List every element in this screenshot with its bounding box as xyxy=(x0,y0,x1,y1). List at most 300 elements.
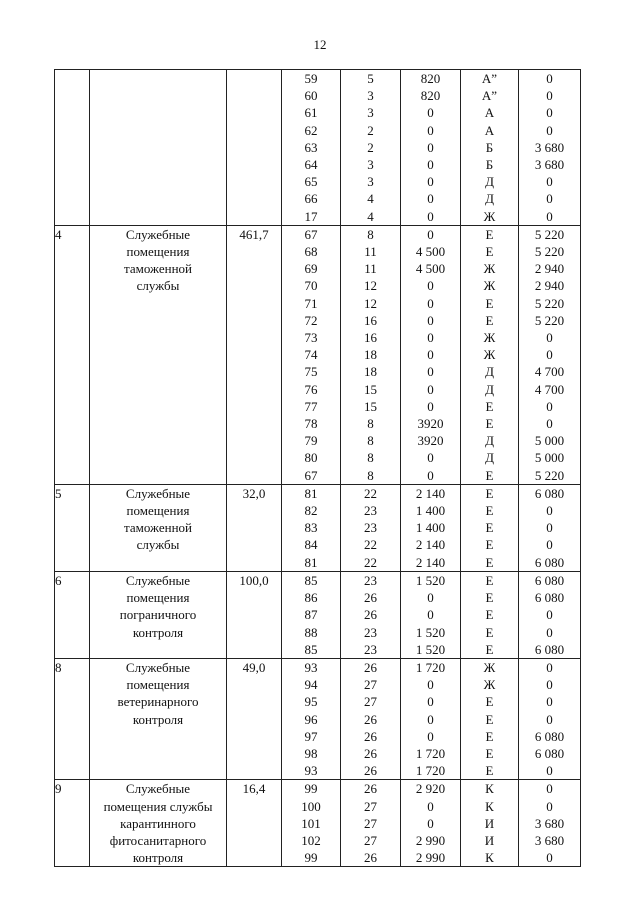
table-cell-value: 0 xyxy=(546,520,553,536)
table-cell-value: 26 xyxy=(364,590,377,606)
room-name-cell xyxy=(90,70,227,226)
table-cell-value: Е xyxy=(485,763,494,779)
room-name-line: контроля xyxy=(132,711,184,727)
table-cell-value: 4 500 xyxy=(415,244,446,260)
table-cell-value: 6 080 xyxy=(534,485,565,501)
room-name-line: Служебные xyxy=(125,781,191,797)
room-area-cell: 100,0 xyxy=(227,571,282,658)
table-cell-value: 84 xyxy=(304,537,318,553)
table-cell-value: 23 xyxy=(364,520,377,536)
table-cell-value: 0 xyxy=(546,781,553,797)
table-cell-value: 23 xyxy=(364,503,377,519)
table-cell-value: 71 xyxy=(304,295,318,311)
table-cell-value: 99 xyxy=(304,850,318,866)
table-cell-value: 18 xyxy=(364,347,377,363)
table-cell-value: 2 990 xyxy=(415,850,446,866)
table-cell-value: А” xyxy=(481,88,498,104)
room-number-cell: 9 xyxy=(55,780,90,867)
table-cell-value: 6 080 xyxy=(534,641,565,657)
table-cell-value: 0 xyxy=(427,677,434,693)
table-cell-value: 0 xyxy=(546,850,553,866)
table-cell-value: Ж xyxy=(483,278,496,294)
table-cell-value: Е xyxy=(485,745,494,761)
table-cell-value: 26 xyxy=(364,763,377,779)
table-cell-value: 99 xyxy=(304,781,318,797)
table-cell-value: 0 xyxy=(546,88,553,104)
table-cell-value: 85 xyxy=(304,572,318,588)
table-cell-value: 820 xyxy=(420,71,441,86)
table-cell-value: 5 220 xyxy=(534,312,565,328)
table-cell-value: Е xyxy=(485,641,494,657)
room-name-line: Служебные xyxy=(125,485,191,501)
letter-cell xyxy=(461,780,519,867)
table-cell-value: 1 520 xyxy=(415,624,446,640)
table-cell-value: 61 xyxy=(304,105,318,121)
table-cell-value: 100 xyxy=(301,798,321,814)
room-number-cell: 8 xyxy=(55,658,90,779)
table-cell-value: 11 xyxy=(364,261,377,277)
table-cell-value: 0 xyxy=(546,607,553,623)
table-cell-value: 0 xyxy=(427,105,434,121)
table-cell-value: Е xyxy=(485,398,494,414)
room-number-cell: 6 xyxy=(55,571,90,658)
table-cell-value: 94 xyxy=(304,677,318,693)
table-cell-value: К xyxy=(485,798,494,814)
room-name-line: контроля xyxy=(132,624,184,640)
table-cell-value: 60 xyxy=(304,88,318,104)
letter-cell xyxy=(461,658,519,779)
table-cell-value: 8 xyxy=(367,416,374,432)
table-cell-value: 0 xyxy=(427,191,434,207)
table-cell-value: 0 xyxy=(427,174,434,190)
table-cell-value: 0 xyxy=(546,330,553,346)
table-cell-value: Е xyxy=(485,226,494,242)
table-cell-value: 0 xyxy=(427,590,434,606)
table-cell-value: 79 xyxy=(304,433,318,449)
table-cell-value: И xyxy=(484,815,495,831)
letter-cell xyxy=(461,225,519,484)
table-cell-value: 0 xyxy=(546,503,553,519)
table-cell-value: 6 080 xyxy=(534,572,565,588)
table-cell-value: 3 680 xyxy=(534,157,565,173)
table-cell-value: 0 xyxy=(427,312,434,328)
table-cell-value: Е xyxy=(485,467,494,483)
point-number-cell xyxy=(282,780,341,867)
table-cell-value: 26 xyxy=(364,711,377,727)
table-cell-value: 27 xyxy=(364,832,377,848)
value-cell xyxy=(341,225,401,484)
table-cell-value: 4 xyxy=(367,208,374,224)
table-cell-value: Д xyxy=(485,364,494,380)
room-number-cell xyxy=(55,70,90,226)
table-cell-value: 75 xyxy=(304,364,318,380)
table-cell-value: 102 xyxy=(301,832,321,848)
table-cell-value: 0 xyxy=(427,157,434,173)
table-cell-value: 0 xyxy=(427,122,434,138)
table-cell-value: 6 080 xyxy=(534,590,565,606)
value-cell xyxy=(519,658,581,779)
table-cell-value: 0 xyxy=(546,711,553,727)
table-cell-value: 0 xyxy=(546,624,553,640)
table-cell-value: 6 080 xyxy=(534,745,565,761)
table-cell-value: 1 720 xyxy=(415,745,446,761)
table-cell-value: 68 xyxy=(304,244,318,260)
table-cell-value: 0 xyxy=(427,347,434,363)
table-cell-value: 15 xyxy=(364,398,377,414)
table-cell-value: 3920 xyxy=(417,416,444,432)
value-cell xyxy=(341,658,401,779)
table-cell-value: Е xyxy=(485,554,494,570)
table-cell-value: 0 xyxy=(427,450,434,466)
table-cell-value: 5 220 xyxy=(534,295,565,311)
table-cell-value: 4 500 xyxy=(415,261,446,277)
table-cell-value: А xyxy=(484,122,495,138)
table-cell-value: 0 xyxy=(546,677,553,693)
table-cell-value: 0 xyxy=(546,763,553,779)
room-name-line: таможенной xyxy=(124,261,192,277)
room-name-line: службы xyxy=(136,278,180,294)
table-cell-value: 8 xyxy=(367,467,374,483)
table-cell-value: Е xyxy=(485,295,494,311)
point-number-cell xyxy=(282,484,341,571)
table-cell-value: Е xyxy=(485,244,494,260)
table-cell-value: 1 400 xyxy=(415,520,446,536)
point-number-cell xyxy=(282,225,341,484)
room-name-line: Служебные xyxy=(125,572,191,588)
table-cell-value: 0 xyxy=(546,659,553,675)
table-cell-value: 87 xyxy=(304,607,318,623)
letter-cell xyxy=(461,571,519,658)
table-group-row xyxy=(55,571,581,658)
table-cell-value: 0 xyxy=(546,174,553,190)
table-cell-value: 5 000 xyxy=(534,433,565,449)
table-cell-value: 6 080 xyxy=(534,728,565,744)
table-cell-value: 11 xyxy=(364,244,377,260)
table-cell-value: Е xyxy=(485,485,494,501)
table-cell-value: 23 xyxy=(364,641,377,657)
table-cell-value: Е xyxy=(485,503,494,519)
table-cell-value: 0 xyxy=(546,798,553,814)
table-cell-value: Е xyxy=(485,728,494,744)
value-cell xyxy=(401,571,461,658)
table-cell-value: 0 xyxy=(546,694,553,710)
table-cell-value: 17 xyxy=(304,208,318,224)
table-cell-value: 66 xyxy=(304,191,318,207)
table-cell-value: 0 xyxy=(427,278,434,294)
room-name-line: контроля xyxy=(132,850,184,866)
room-area-cell: 461,7 xyxy=(227,225,282,484)
table-cell-value: 0 xyxy=(546,122,553,138)
table-cell-value: 27 xyxy=(364,798,377,814)
table-cell-value: 26 xyxy=(364,745,377,761)
table-cell-value: Ж xyxy=(483,347,496,363)
room-name-line: помещения xyxy=(126,503,190,519)
table-cell-value: 5 000 xyxy=(534,450,565,466)
table-cell-value: 3 680 xyxy=(534,815,565,831)
value-cell xyxy=(341,571,401,658)
table-cell-value: 23 xyxy=(364,624,377,640)
table-cell-value: 5 220 xyxy=(534,467,565,483)
value-cell xyxy=(401,658,461,779)
room-name-line: Служебные xyxy=(125,659,191,675)
table-cell-value: 2 xyxy=(367,122,374,138)
table-cell-value: 12 xyxy=(364,278,377,294)
table-cell-value: 16 xyxy=(364,330,377,346)
room-area-cell: 32,0 xyxy=(227,484,282,571)
table-cell-value: 81 xyxy=(304,485,318,501)
value-cell xyxy=(401,780,461,867)
value-cell xyxy=(519,225,581,484)
value-cell xyxy=(401,484,461,571)
table-cell-value: 4 700 xyxy=(534,364,565,380)
table-cell-value: 2 xyxy=(367,139,374,155)
table-cell-value: Е xyxy=(485,590,494,606)
room-name-cell xyxy=(90,780,227,867)
table-cell-value: 5 220 xyxy=(534,244,565,260)
room-number-cell: 5 xyxy=(55,484,90,571)
table-cell-value: Ж xyxy=(483,677,496,693)
table-cell-value: 22 xyxy=(364,554,377,570)
value-cell xyxy=(401,225,461,484)
table-cell-value: И xyxy=(484,832,495,848)
table-cell-value: 26 xyxy=(364,659,377,675)
table-cell-value: 93 xyxy=(304,763,318,779)
table-cell-value: 96 xyxy=(304,711,318,727)
table-cell-value: 0 xyxy=(427,381,434,397)
table-cell-value: 0 xyxy=(427,694,434,710)
table-cell-value: 97 xyxy=(304,728,318,744)
room-name-line: Служебные xyxy=(125,226,191,242)
table-cell-value: 80 xyxy=(304,450,318,466)
table-cell-value: 3 xyxy=(367,157,374,173)
table-cell-value: 0 xyxy=(427,467,434,483)
table-cell-value: 82 xyxy=(304,503,318,519)
value-cell xyxy=(519,70,581,226)
letter-cell xyxy=(461,70,519,226)
table-cell-value: 0 xyxy=(427,398,434,414)
room-name-line: фитосанитарного xyxy=(109,832,207,848)
page-number: 12 xyxy=(313,37,327,52)
table-cell-value: 59 xyxy=(304,71,318,86)
table-group-row xyxy=(55,225,581,484)
table-cell-value: 16 xyxy=(364,312,377,328)
table-cell-value: 77 xyxy=(304,398,318,414)
table-cell-value: 0 xyxy=(546,416,553,432)
table-cell-value: 0 xyxy=(546,347,553,363)
table-cell-value: 0 xyxy=(546,191,553,207)
table-cell-value: 1 400 xyxy=(415,503,446,519)
table-cell-value: 1 520 xyxy=(415,572,446,588)
room-name-line: помещения xyxy=(126,677,190,693)
room-name-cell xyxy=(90,658,227,779)
table-cell-value: 0 xyxy=(427,798,434,814)
table-cell-value: 27 xyxy=(364,694,377,710)
table-cell-value: 6 080 xyxy=(534,554,565,570)
room-area-cell xyxy=(227,70,282,226)
table-cell-value: 27 xyxy=(364,677,377,693)
table-cell-value: 26 xyxy=(364,850,377,866)
table-cell-value: 85 xyxy=(304,641,318,657)
table-cell-value: Е xyxy=(485,624,494,640)
table-cell-value: К xyxy=(485,850,494,866)
table-group-row xyxy=(55,658,581,779)
table-cell-value: 2 140 xyxy=(415,537,446,553)
table-cell-value: 3 680 xyxy=(534,832,565,848)
table-cell-value: Ж xyxy=(483,261,496,277)
value-cell xyxy=(519,571,581,658)
table-cell-value: 93 xyxy=(304,659,318,675)
table-cell-value: 0 xyxy=(427,330,434,346)
table-cell-value: Е xyxy=(485,607,494,623)
table-cell-value: 1 720 xyxy=(415,763,446,779)
table-cell-value: 0 xyxy=(427,711,434,727)
table-cell-value: 64 xyxy=(304,157,318,173)
room-name-cell xyxy=(90,225,227,484)
table-cell-value: 73 xyxy=(304,330,318,346)
table-cell-value: 26 xyxy=(364,607,377,623)
table-cell-value: 95 xyxy=(304,694,318,710)
table-cell-value: Д xyxy=(485,381,494,397)
table-cell-value: 65 xyxy=(304,174,318,190)
table-cell-value: 3 xyxy=(367,88,374,104)
table-cell-value: 22 xyxy=(364,537,377,553)
table-cell-value: 67 xyxy=(304,467,318,483)
point-number-cell xyxy=(282,658,341,779)
table-cell-value: 81 xyxy=(304,554,318,570)
table-cell-value: 0 xyxy=(427,208,434,224)
table-cell-value: 15 xyxy=(364,381,377,397)
table-cell-value: 74 xyxy=(304,347,318,363)
table-cell-value: К xyxy=(485,781,494,797)
table-cell-value: 3 680 xyxy=(534,139,565,155)
table-cell-value: 1 720 xyxy=(415,659,446,675)
table-cell-value: 0 xyxy=(427,607,434,623)
table-cell-value: 0 xyxy=(427,815,434,831)
table-cell-value: 0 xyxy=(427,295,434,311)
table-cell-value: 0 xyxy=(546,105,553,121)
room-name-line: ветеринарного xyxy=(117,694,199,710)
table-cell-value: 1 520 xyxy=(415,641,446,657)
table-cell-value: Д xyxy=(485,433,494,449)
table-cell-value: 0 xyxy=(546,208,553,224)
table-cell-value: 63 xyxy=(304,139,318,155)
coordinates-table xyxy=(54,69,581,867)
table-group-row xyxy=(55,780,581,867)
table-cell-value: 98 xyxy=(304,745,318,761)
table-cell-value: 3920 xyxy=(417,433,444,449)
table-cell-value: Ж xyxy=(483,330,496,346)
table-cell-value: 0 xyxy=(546,537,553,553)
room-name-line: таможенной xyxy=(124,520,192,536)
table-cell-value: Е xyxy=(485,694,494,710)
table-cell-value: 0 xyxy=(427,364,434,380)
room-name-line: помещения службы xyxy=(103,798,213,814)
table-cell-value: Д xyxy=(485,450,494,466)
value-cell xyxy=(519,780,581,867)
table-cell-value: 3 xyxy=(367,174,374,190)
table-cell-value: 88 xyxy=(304,624,318,640)
room-area-cell: 16,4 xyxy=(227,780,282,867)
table-cell-value: Д xyxy=(485,191,494,207)
table-cell-value: 2 940 xyxy=(534,278,565,294)
value-cell xyxy=(341,484,401,571)
table-cell-value: 12 xyxy=(364,295,377,311)
room-name-line: карантинного xyxy=(120,815,196,831)
table-cell-value: 5 xyxy=(367,71,374,86)
table-cell-value: 0 xyxy=(427,139,434,155)
room-name-cell xyxy=(90,571,227,658)
table-cell-value: 26 xyxy=(364,781,377,797)
table-cell-value: 2 940 xyxy=(534,261,565,277)
table-cell-value: 2 920 xyxy=(415,781,446,797)
table-cell-value: 0 xyxy=(427,226,434,242)
table-cell-value: Е xyxy=(485,520,494,536)
table-cell-value: 76 xyxy=(304,381,318,397)
table-cell-value: 62 xyxy=(304,122,318,138)
table-cell-value: 0 xyxy=(546,71,553,86)
table-cell-value: Ж xyxy=(483,208,496,224)
table-cell-value: 86 xyxy=(304,590,318,606)
table-cell-value: 2 990 xyxy=(415,832,446,848)
table-cell-value: 0 xyxy=(427,728,434,744)
table-cell-value: Е xyxy=(485,572,494,588)
table-cell-value: 5 220 xyxy=(534,226,565,242)
table-cell-value: 83 xyxy=(304,520,318,536)
table-cell-value: 69 xyxy=(304,261,318,277)
table-cell-value: 2 140 xyxy=(415,554,446,570)
table-cell-value: 78 xyxy=(304,416,318,432)
table-cell-value: 8 xyxy=(367,433,374,449)
value-cell xyxy=(341,780,401,867)
table-group-row xyxy=(55,484,581,571)
table-cell-value: 26 xyxy=(364,728,377,744)
table-cell-value: 2 140 xyxy=(415,485,446,501)
table-cell-value: А” xyxy=(481,71,498,86)
table-cell-value: Ж xyxy=(483,659,496,675)
room-name-line: пограничного xyxy=(119,607,197,623)
room-name-line: службы xyxy=(136,537,180,553)
table-cell-value: 27 xyxy=(364,815,377,831)
room-name-cell xyxy=(90,484,227,571)
table-cell-value: 72 xyxy=(304,312,318,328)
room-number-cell: 4 xyxy=(55,225,90,484)
table-group-row xyxy=(55,70,581,226)
room-area-cell: 49,0 xyxy=(227,658,282,779)
table-cell-value: 8 xyxy=(367,226,374,242)
table-cell-value: 22 xyxy=(364,485,377,501)
table-cell-value: Е xyxy=(485,711,494,727)
value-cell xyxy=(401,70,461,226)
table-cell-value: 101 xyxy=(301,815,321,831)
table-cell-value: 0 xyxy=(546,398,553,414)
table-cell-value: 23 xyxy=(364,572,377,588)
table-cell-value: Б xyxy=(485,157,494,173)
table-body xyxy=(55,70,581,867)
room-name-line: помещения xyxy=(126,244,190,260)
table-cell-value: 8 xyxy=(367,450,374,466)
table-cell-value: 18 xyxy=(364,364,377,380)
table-cell-value: Д xyxy=(485,174,494,190)
table-cell-value: Е xyxy=(485,312,494,328)
table-cell-value: 3 xyxy=(367,105,374,121)
table-cell-value: Е xyxy=(485,537,494,553)
letter-cell xyxy=(461,484,519,571)
table-cell-value: 70 xyxy=(304,278,318,294)
value-cell xyxy=(341,70,401,226)
value-cell xyxy=(519,484,581,571)
table-cell-value: 4 700 xyxy=(534,381,565,397)
table-cell-value: 820 xyxy=(420,88,441,104)
